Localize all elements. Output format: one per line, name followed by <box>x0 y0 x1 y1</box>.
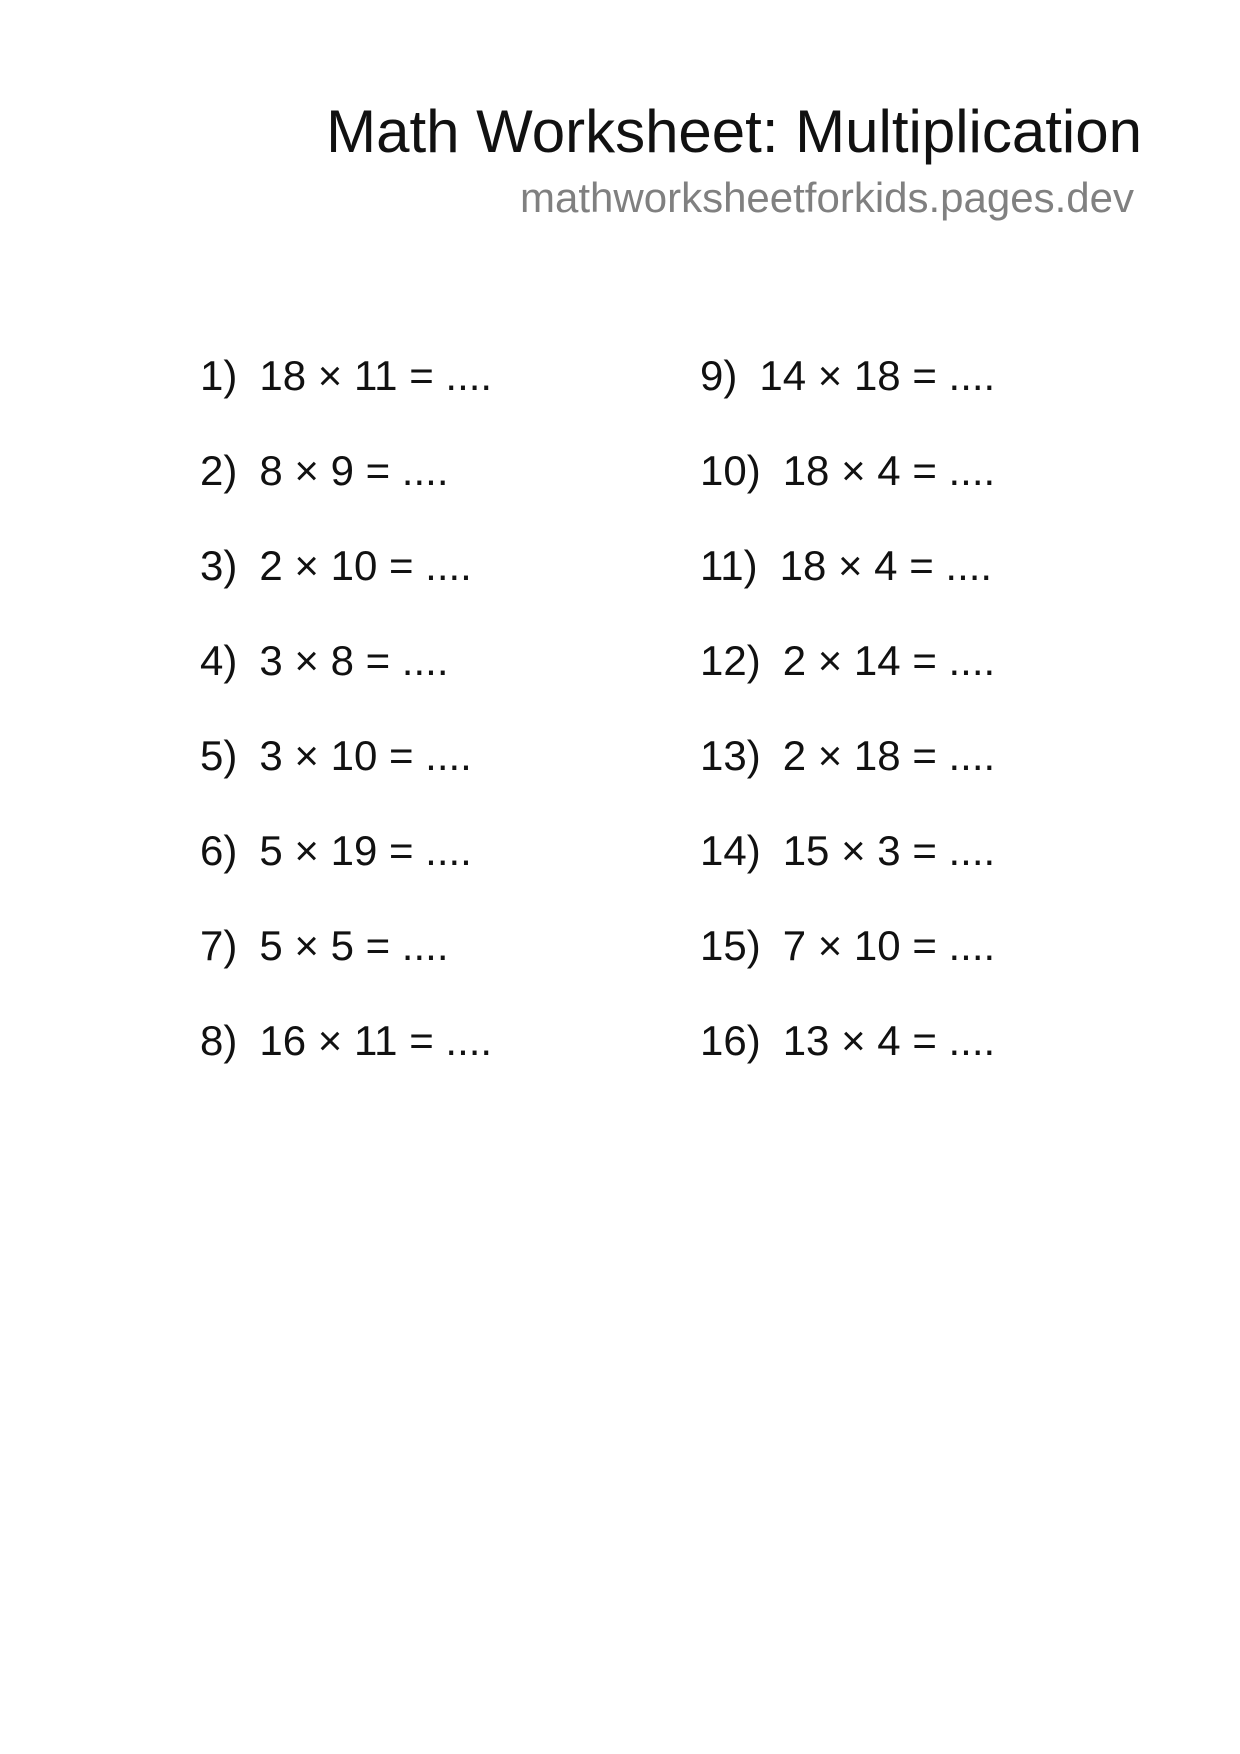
problem-item <box>200 631 700 726</box>
problem-item <box>700 821 1100 916</box>
problem-number: 3) <box>200 542 238 589</box>
problem-item <box>700 536 1100 631</box>
problem-item <box>200 821 700 916</box>
problem-number: 15) <box>700 922 761 969</box>
problem-expression: 3 × 8 = .... <box>259 637 449 684</box>
problem-number: 6) <box>200 827 238 874</box>
problem-number: 2) <box>200 447 238 494</box>
problem-expression: 2 × 10 = .... <box>259 542 472 589</box>
problem-expression: 3 × 10 = .... <box>259 732 472 779</box>
problem-item <box>700 1011 1100 1106</box>
problem-number: 9) <box>700 352 738 399</box>
problem-item <box>200 726 700 821</box>
problem-expression: 14 × 18 = .... <box>759 352 996 399</box>
problem-expression: 18 × 4 = .... <box>782 447 996 494</box>
problem-number: 11) <box>700 542 758 589</box>
problem-item <box>700 346 1100 441</box>
problem-expression: 18 × 11 = .... <box>259 352 493 399</box>
problem-number: 5) <box>200 732 238 779</box>
problem-expression: 8 × 9 = .... <box>259 447 449 494</box>
problem-number: 7) <box>200 922 238 969</box>
problem-item <box>700 916 1100 1011</box>
worksheet-website: mathworksheetforkids.pages.dev <box>520 174 1134 221</box>
problem-number: 4) <box>200 637 238 684</box>
problem-item <box>700 441 1100 536</box>
problem-item <box>200 536 700 631</box>
problem-list <box>200 346 1100 1106</box>
problem-expression: 18 × 4 = .... <box>779 542 993 589</box>
problem-item <box>200 441 700 536</box>
worksheet-header <box>326 96 1142 224</box>
problem-item <box>200 346 700 441</box>
problem-expression: 5 × 5 = .... <box>259 922 449 969</box>
problem-item <box>200 916 700 1011</box>
problem-number: 10) <box>700 447 761 494</box>
problem-expression: 13 × 4 = .... <box>782 1017 996 1064</box>
problem-number: 13) <box>700 732 761 779</box>
problem-number: 1) <box>200 352 238 399</box>
problem-number: 14) <box>700 827 761 874</box>
problem-expression: 16 × 11 = .... <box>259 1017 493 1064</box>
problem-item <box>700 726 1100 821</box>
worksheet-title: Math Worksheet: Multiplication <box>326 98 1142 165</box>
problem-number: 8) <box>200 1017 238 1064</box>
problem-item <box>200 1011 700 1106</box>
problem-expression: 15 × 3 = .... <box>782 827 996 874</box>
problem-expression: 2 × 14 = .... <box>782 637 996 684</box>
problem-expression: 2 × 18 = .... <box>782 732 996 779</box>
problem-expression: 5 × 19 = .... <box>259 827 472 874</box>
problem-number: 16) <box>700 1017 761 1064</box>
problem-expression: 7 × 10 = .... <box>782 922 996 969</box>
problem-number: 12) <box>700 637 761 684</box>
problem-item <box>700 631 1100 726</box>
